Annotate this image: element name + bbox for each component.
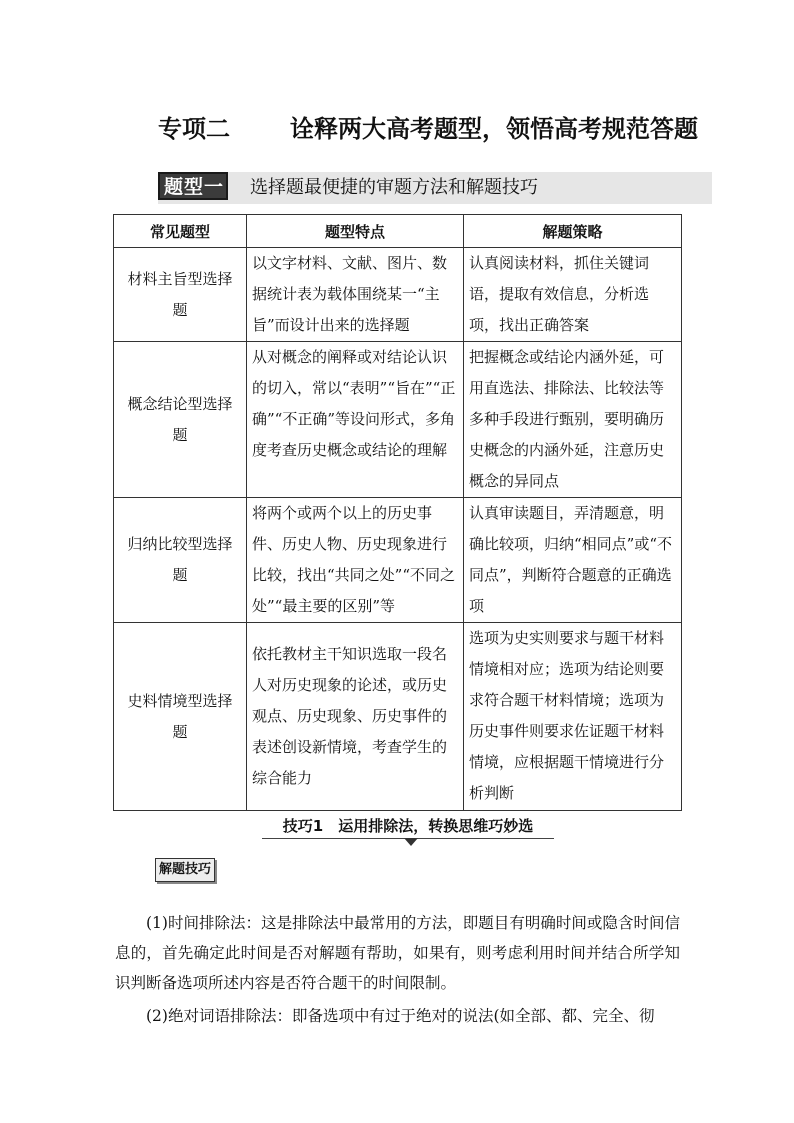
cell-feature: 从对概念的阐释或对结论认识的切入，常以“表明”“旨在”“正确”“不正确”等设问形式，多角度考查历史概念或结论的理解 (247, 342, 464, 498)
question-type-table (113, 214, 682, 811)
cell-feature: 将两个或两个以上的历史事件、历史人物、历史现象进行比较，找出“共同之处”“不同之处”“最主要的区别”等 (247, 498, 464, 623)
cell-type: 归纳比较型选择题 (114, 498, 247, 623)
cell-strategy: 把握概念或结论内涵外延，可用直选法、排除法、比较法等多种手段进行甄别，要明确历史概念的内涵外延，注意历史概念的异同点 (464, 342, 682, 498)
column-header: 解题策略 (464, 215, 682, 248)
section-header (158, 172, 712, 204)
cell-feature: 依托教材主干知识选取一段名人对历史现象的论述，或历史观点、历史现象、历史事件的表述创设新情境，考查学生的综合能力 (247, 623, 464, 811)
cell-type: 材料主旨型选择题 (114, 248, 247, 342)
cell-type: 史料情境型选择题 (114, 623, 247, 811)
table-header-row (114, 215, 682, 248)
tip-heading: 技巧1 运用排除法，转换思维巧妙选 (262, 814, 554, 839)
paragraph: (2)绝对词语排除法：即备选项中有过于绝对的说法(如全部、都、完全、彻 (146, 1006, 655, 1025)
table-row (114, 623, 682, 811)
table-row (114, 342, 682, 498)
section-tag-text: 题型一 (164, 176, 225, 198)
column-header: 常见题型 (114, 215, 247, 248)
column-header: 题型特点 (247, 215, 464, 248)
paragraph: (1)时间排除法：这是排除法中最常用的方法，即题目有明确时间或隐含时间信息的，首先确定此时间是否对解题有帮助，如果有，则考虑利用时间并结合所学知识判断备选项所述内容是否符合题干的时间限制。 (115, 913, 680, 992)
table-row (114, 248, 682, 342)
title-label: 专项二 (158, 115, 230, 143)
triangle-down-icon (404, 838, 418, 846)
table-row (114, 498, 682, 623)
section-title: 选择题最便捷的审题方法和解题技巧 (250, 177, 538, 198)
cell-strategy: 选项为史实则要求与题干材料情境相对应；选项为结论则要求符合题干材料情境；选项为历史事件则要求佐证题干材料情境，应根据题干情境进行分析判断 (464, 623, 682, 811)
page-title (158, 112, 718, 146)
cell-strategy: 认真阅读材料，抓住关键词语，提取有效信息，分析选项，找出正确答案 (464, 248, 682, 342)
cell-strategy: 认真审读题目，弄清题意，明确比较项，归纳“相同点”或“不同点”，判断符合题意的正确选项 (464, 498, 682, 623)
cell-feature: 以文字材料、文献、图片、数据统计表为载体围绕某一“主旨”而设计出来的选择题 (247, 248, 464, 342)
technique-label: 解题技巧 (155, 858, 215, 882)
section-tag (158, 172, 228, 200)
cell-type: 概念结论型选择题 (114, 342, 247, 498)
title-text: 诠释两大高考题型，领悟高考规范答题 (290, 115, 698, 143)
